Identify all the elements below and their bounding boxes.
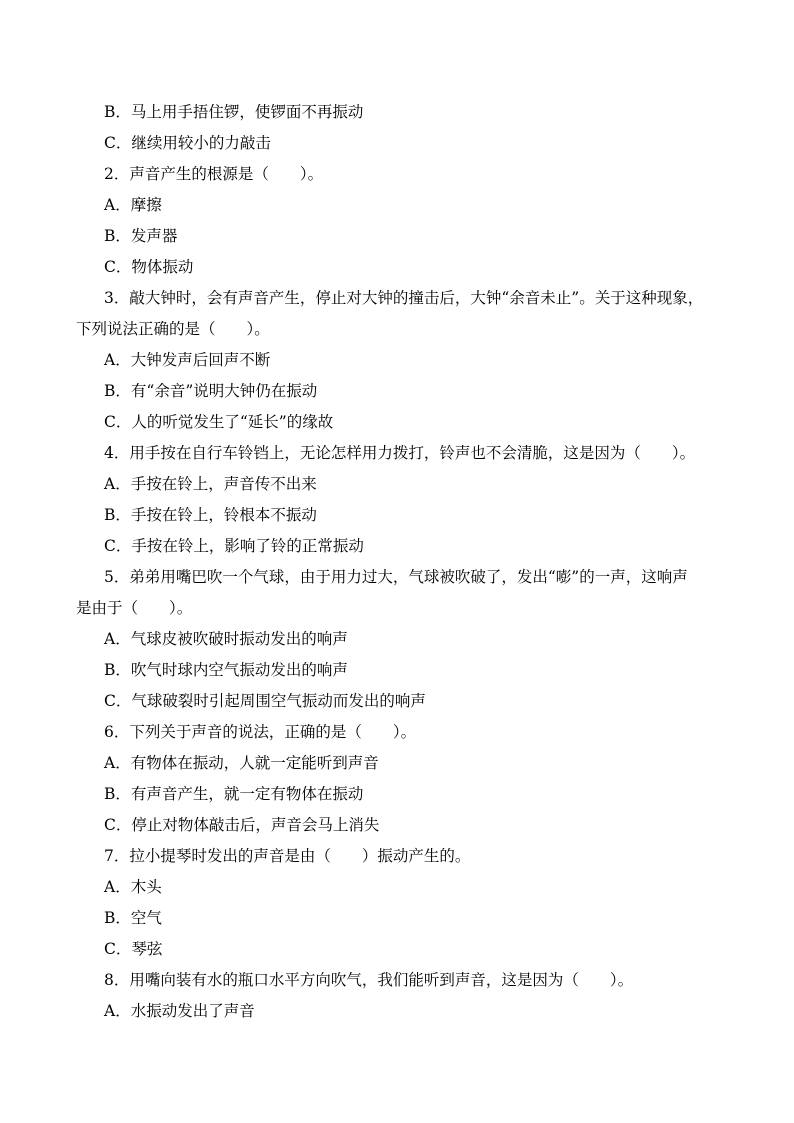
option-line: C．气球破裂时引起周围空气振动而发出的响声 xyxy=(104,692,426,710)
option-line: C．琴弦 xyxy=(104,940,163,958)
option-line: B．吹气时球内空气振动发出的响声 xyxy=(104,661,348,679)
option-line: B．马上用手捂住锣，使锣面不再振动 xyxy=(104,103,364,121)
option-line: B．有“余音”说明大钟仍在振动 xyxy=(104,382,318,400)
option-line: A．摩擦 xyxy=(104,196,162,214)
option-line: C．人的听觉发生了“延长”的缘故 xyxy=(104,413,334,431)
question-continuation: 是由于（ ）。 xyxy=(76,599,193,617)
option-line: A．有物体在振动，人就一定能听到声音 xyxy=(104,754,379,772)
option-line: B．手按在铃上，铃根本不振动 xyxy=(104,506,317,524)
question-line: 2．声音产生的根源是（ ）。 xyxy=(104,165,324,183)
option-line: A．大钟发声后回声不断 xyxy=(104,351,271,369)
question-line: 3．敲大钟时，会有声音产生，停止对大钟的撞击后，大钟“余音未止”。关于这种现象， xyxy=(104,289,704,307)
option-line: B．有声音产生，就一定有物体在振动 xyxy=(104,785,364,803)
option-line: A．手按在铃上，声音传不出来 xyxy=(104,475,317,493)
question-line: 6．下列关于声音的说法，正确的是（ ）。 xyxy=(104,723,417,741)
option-line: C．物体振动 xyxy=(104,258,194,276)
option-line: B．发声器 xyxy=(104,227,178,245)
option-line: C．继续用较小的力敲击 xyxy=(104,134,271,152)
question-line: 5．弟弟用嘴巴吹一个气球，由于用力过大，气球被吹破了，发出“嘭”的一声，这响声 xyxy=(104,568,688,586)
question-line: 7．拉小提琴时发出的声音是由（ ）振动产生的。 xyxy=(104,847,471,865)
option-line: A．水振动发出了声音 xyxy=(104,1002,255,1020)
option-line: C．手按在铃上，影响了铃的正常振动 xyxy=(104,537,364,555)
option-line: C．停止对物体敲击后，声音会马上消失 xyxy=(104,816,380,834)
option-line: A．木头 xyxy=(104,878,162,896)
question-continuation: 下列说法正确的是（ ）。 xyxy=(76,320,270,338)
question-line: 8．用嘴向装有水的瓶口水平方向吹气，我们能听到声音，这是因为（ ）。 xyxy=(104,971,634,989)
question-line: 4．用手按在自行车铃铛上，无论怎样用力拨打，铃声也不会清脆，这是因为（ ）。 xyxy=(104,444,696,462)
option-line: A．气球皮被吹破时振动发出的响声 xyxy=(104,630,348,648)
option-line: B．空气 xyxy=(104,909,162,927)
